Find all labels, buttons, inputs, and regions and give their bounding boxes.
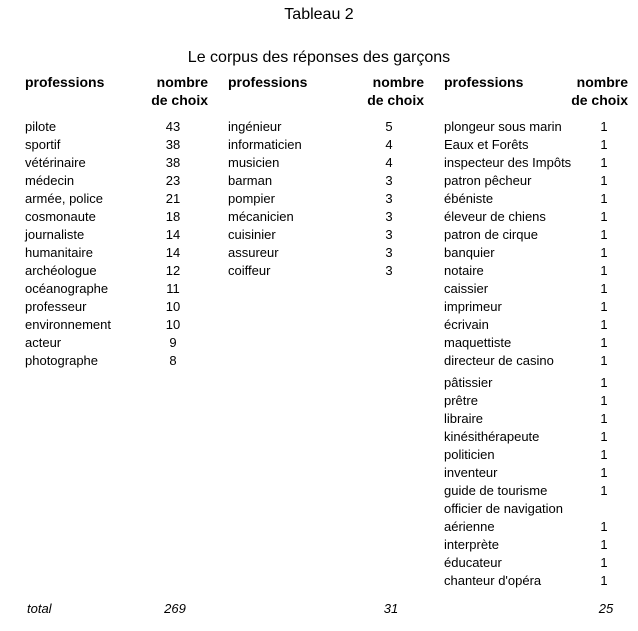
- table-row: [228, 154, 418, 172]
- choice-count: 11: [166, 281, 180, 296]
- table-row: [228, 136, 418, 154]
- choice-count: 9: [169, 335, 177, 350]
- total-col3: 25: [598, 601, 614, 616]
- profession-name: cuisinier: [228, 227, 276, 242]
- profession-name: professeur: [25, 299, 87, 314]
- profession-name: assureur: [228, 245, 279, 260]
- profession-name: sportif: [25, 137, 61, 152]
- profession-name: informaticien: [228, 137, 302, 152]
- profession-name: politicien: [444, 447, 495, 462]
- choice-count: 1: [600, 353, 608, 368]
- profession-name: environnement: [25, 317, 111, 332]
- profession-name: photographe: [25, 353, 99, 368]
- header-nombre-line1: nombre: [576, 74, 628, 90]
- profession-name: patron pêcheur: [444, 173, 532, 188]
- choice-count: 1: [600, 393, 608, 408]
- profession-name: cosmonaute: [25, 209, 96, 224]
- table-row: [444, 500, 624, 518]
- table-row: [444, 374, 624, 392]
- profession-name: interprète: [444, 537, 499, 552]
- profession-name: imprimeur: [444, 299, 502, 314]
- table-row: [25, 154, 215, 172]
- choice-count: 1: [600, 447, 608, 462]
- table-row: [25, 298, 215, 316]
- profession-name: pompier: [228, 191, 275, 206]
- header-professions-3: professions: [444, 74, 524, 90]
- profession-name: journaliste: [25, 227, 85, 242]
- choice-count: 1: [600, 119, 608, 134]
- total-col2: 31: [383, 601, 399, 616]
- table-row: [25, 208, 215, 226]
- profession-name: prêtre: [444, 393, 478, 408]
- profession-name: banquier: [444, 245, 495, 260]
- profession-name: écrivain: [444, 317, 489, 332]
- choice-count: 18: [165, 209, 181, 224]
- table-row: [228, 190, 418, 208]
- table-row: [444, 554, 624, 572]
- column-3: [444, 118, 624, 590]
- choice-count: 10: [165, 299, 181, 314]
- profession-name: inventeur: [444, 465, 498, 480]
- table-row: [25, 226, 215, 244]
- column-2: [228, 118, 418, 280]
- table-row: [444, 572, 624, 590]
- choice-count: 1: [600, 483, 608, 498]
- header-nombre-line1: nombre: [372, 74, 424, 90]
- header-professions-2: professions: [228, 74, 308, 90]
- header-nombre-line1: nombre: [156, 74, 208, 90]
- table-row: [25, 334, 215, 352]
- choice-count: 3: [385, 227, 393, 242]
- profession-name: acteur: [25, 335, 62, 350]
- profession-name: ébéniste: [444, 191, 494, 206]
- profession-name: maquettiste: [444, 335, 512, 350]
- table-title: Tableau 2: [284, 6, 354, 23]
- table-row: [444, 464, 624, 482]
- choice-count: 1: [600, 299, 608, 314]
- choice-count: 1: [600, 281, 608, 296]
- table-row: [25, 280, 215, 298]
- header-nombre-line2: de choix: [571, 92, 628, 108]
- table-row: [25, 262, 215, 280]
- profession-name: médecin: [25, 173, 75, 188]
- profession-name: musicien: [228, 155, 280, 170]
- table-row: [25, 316, 215, 334]
- table-row: [25, 244, 215, 262]
- table-subtitle: Le corpus des réponses des garçons: [187, 49, 451, 66]
- choice-count: 38: [165, 137, 181, 152]
- choice-count: 14: [165, 227, 181, 242]
- choice-count: 14: [165, 245, 181, 260]
- choice-count: 3: [385, 173, 393, 188]
- profession-name: archéologue: [25, 263, 97, 278]
- choice-count: 1: [600, 155, 608, 170]
- choice-count: 1: [600, 573, 608, 588]
- header-nombre-3: [558, 73, 628, 109]
- choice-count: 1: [600, 137, 608, 152]
- choice-count: 1: [600, 375, 608, 390]
- profession-name: humanitaire: [25, 245, 93, 260]
- table-row: [228, 172, 418, 190]
- choice-count: 1: [600, 429, 608, 444]
- choice-count: 12: [165, 263, 181, 278]
- profession-name: officier de navigation: [444, 501, 564, 516]
- choice-count: 21: [165, 191, 181, 206]
- header-nombre-1: [138, 73, 208, 109]
- table-row: [228, 208, 418, 226]
- profession-name: barman: [228, 173, 273, 188]
- choice-count: 1: [600, 191, 608, 206]
- profession-name: éducateur: [444, 555, 502, 570]
- table-row: [25, 136, 215, 154]
- table-row: [444, 298, 624, 316]
- table-row: [444, 446, 624, 464]
- table-row: [228, 262, 418, 280]
- header-nombre-line2: de choix: [151, 92, 208, 108]
- choice-count: 1: [600, 317, 608, 332]
- choice-count: 1: [600, 411, 608, 426]
- choice-count: 8: [169, 353, 177, 368]
- choice-count: 1: [600, 227, 608, 242]
- profession-name: armée, police: [25, 191, 104, 206]
- table-row: [444, 172, 624, 190]
- table-row: [444, 262, 624, 280]
- choice-count: 3: [385, 191, 393, 206]
- table-row: [25, 172, 215, 190]
- profession-name: éleveur de chiens: [444, 209, 546, 224]
- profession-name: chanteur d'opéra: [444, 573, 542, 588]
- table-row: [444, 226, 624, 244]
- choice-count: 43: [165, 119, 181, 134]
- choice-count: 4: [385, 137, 393, 152]
- choice-count: 1: [600, 209, 608, 224]
- choice-count: 5: [385, 119, 393, 134]
- header-nombre-line2: de choix: [367, 92, 424, 108]
- table-row: [444, 428, 624, 446]
- profession-name: vétérinaire: [25, 155, 86, 170]
- choice-count: 1: [600, 173, 608, 188]
- table-row: [444, 482, 624, 500]
- profession-name: océanographe: [25, 281, 109, 296]
- profession-name: patron de cirque: [444, 227, 538, 242]
- table-row: [444, 190, 624, 208]
- table-row: [444, 136, 624, 154]
- table-row: [25, 190, 215, 208]
- table-row: [444, 392, 624, 410]
- choice-count: 3: [385, 209, 393, 224]
- choice-count: 3: [385, 263, 393, 278]
- profession-name: mécanicien: [228, 209, 294, 224]
- choice-count: 1: [600, 555, 608, 570]
- table-row: [444, 536, 624, 554]
- profession-name: kinésithérapeute: [444, 429, 540, 444]
- choice-count: 3: [385, 245, 393, 260]
- total-col1: 269: [164, 601, 186, 616]
- choice-count: 38: [165, 155, 181, 170]
- table-row: [444, 410, 624, 428]
- table-row: [444, 280, 624, 298]
- profession-name: inspecteur des Impôts: [444, 155, 572, 170]
- profession-name: pilote: [25, 119, 57, 134]
- table-row: [444, 154, 624, 172]
- profession-name: plongeur sous marin: [444, 119, 562, 134]
- header-professions-1: professions: [25, 74, 105, 90]
- table-row: [444, 316, 624, 334]
- choice-count: 1: [600, 245, 608, 260]
- profession-name: pâtissier: [444, 375, 493, 390]
- header-nombre-2: [354, 73, 424, 109]
- profession-name: libraire: [444, 411, 484, 426]
- profession-name: directeur de casino: [444, 353, 554, 368]
- choice-count: 23: [165, 173, 181, 188]
- choice-count: 10: [165, 317, 181, 332]
- table-row: [444, 334, 624, 352]
- choice-count: 1: [600, 519, 608, 534]
- column-1: [25, 118, 215, 370]
- table-row: [444, 352, 624, 370]
- total-label: total: [27, 601, 52, 616]
- choice-count: 4: [385, 155, 393, 170]
- choice-count: 1: [600, 537, 608, 552]
- table-row: [228, 244, 418, 262]
- table-row: [228, 226, 418, 244]
- table-row: [25, 118, 215, 136]
- profession-name: Eaux et Forêts: [444, 137, 529, 152]
- table-row: [444, 518, 624, 536]
- table-row: [228, 118, 418, 136]
- table-row: [444, 208, 624, 226]
- profession-name: notaire: [444, 263, 484, 278]
- table-row: [444, 118, 624, 136]
- choice-count: 1: [600, 263, 608, 278]
- choice-count: 1: [600, 465, 608, 480]
- profession-name: aérienne: [444, 519, 495, 534]
- table-row: [444, 244, 624, 262]
- profession-name: guide de tourisme: [444, 483, 548, 498]
- profession-name: coiffeur: [228, 263, 271, 278]
- profession-name: ingénieur: [228, 119, 282, 134]
- choice-count: 1: [600, 335, 608, 350]
- profession-name: caissier: [444, 281, 489, 296]
- table-row: [25, 352, 215, 370]
